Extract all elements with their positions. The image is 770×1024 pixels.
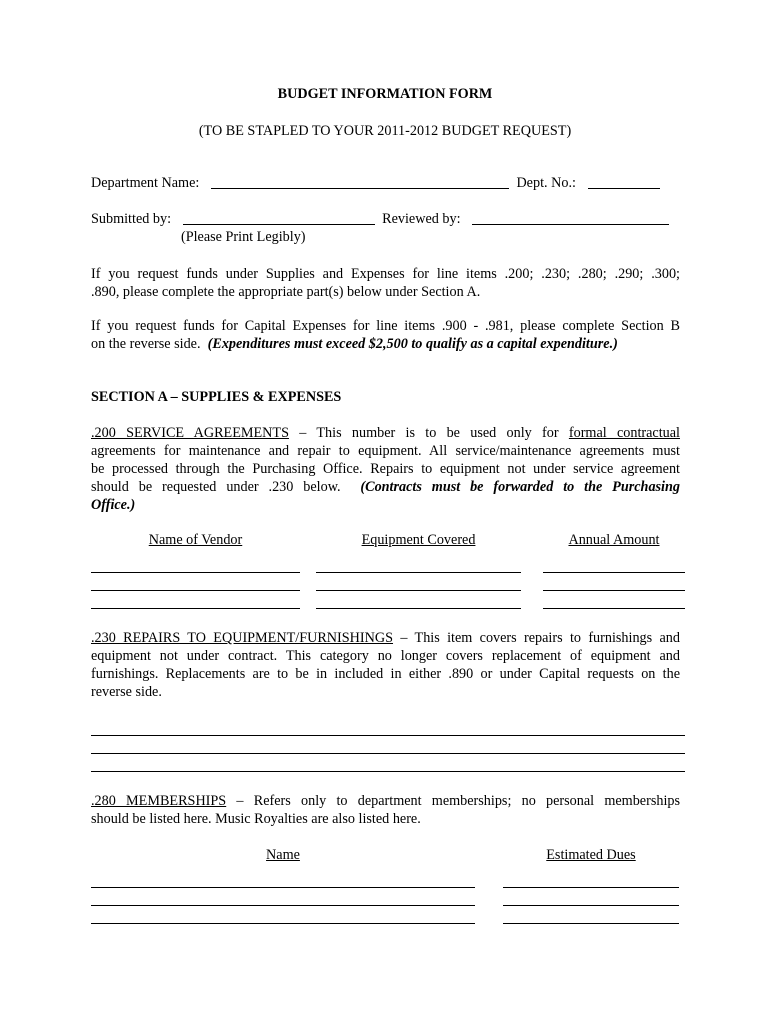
membership-dues-line-3[interactable] (503, 923, 679, 924)
intro-paragraph-capital (91, 317, 680, 353)
reviewed-by-label: Reviewed by: (382, 211, 461, 227)
capital-threshold-note: (Expenditures must exceed $2,500 to qualify as a capital expenditure.) (207, 336, 618, 352)
s200-line1-rest: – This number is to be used only for (288, 425, 569, 441)
dept-no-label: Dept. No.: (516, 175, 576, 191)
s230-line2: equipment not under contract. This category no longer covers replacement of equipment and (91, 648, 680, 664)
amount-line-3[interactable] (543, 608, 685, 609)
repairs-paragraph (91, 629, 680, 701)
s200-line4-plain: should be requested under .230 below. (91, 479, 341, 495)
equipment-line-1[interactable] (316, 572, 521, 573)
membership-name-line-1[interactable] (91, 887, 475, 888)
membership-name-line-3[interactable] (91, 923, 475, 924)
s230-line1 (91, 629, 680, 647)
intro-p2-line2 (91, 335, 680, 353)
col-name: Name (266, 847, 300, 863)
reviewed-by-field[interactable] (472, 210, 669, 225)
form-title: BUDGET INFORMATION FORM (277, 86, 493, 102)
equipment-line-3[interactable] (316, 608, 521, 609)
submitted-by-label: Submitted by: (91, 211, 172, 227)
submitted-row (91, 210, 669, 228)
s200-line4 (91, 478, 680, 496)
memberships-label: .280 MEMBERSHIPS (91, 793, 227, 809)
col-name-of-vendor: Name of Vendor (148, 532, 243, 548)
s230-line4: reverse side. (91, 684, 162, 700)
s230-line3: furnishings. Replacements are to be in included in either .890 or under Capital requests on the (91, 666, 680, 682)
formal-contractual-text: formal contractual (568, 425, 680, 441)
repairs-line-2[interactable] (91, 753, 685, 754)
s230-line1-rest: – This item covers repairs to furnishings and (393, 630, 680, 646)
s200-line3: be processed through the Purchasing Office. Repairs to equipment not under service agreement (91, 461, 680, 477)
department-name-field[interactable] (211, 174, 509, 189)
service-agreements-paragraph (91, 424, 680, 514)
print-note: (Please Print Legibly) (181, 229, 306, 245)
vendor-line-2[interactable] (91, 590, 300, 591)
membership-dues-line-2[interactable] (503, 905, 679, 906)
dept-no-field[interactable] (588, 174, 660, 189)
repairs-label: .230 REPAIRS TO EQUIPMENT/FURNISHINGS (91, 630, 394, 646)
s280-line1 (91, 792, 680, 810)
membership-name-line-2[interactable] (91, 905, 475, 906)
department-name-label: Department Name: (91, 175, 200, 191)
repairs-line-3[interactable] (91, 771, 685, 772)
equipment-line-2[interactable] (316, 590, 521, 591)
form-subtitle: (TO BE STAPLED TO YOUR 2011-2012 BUDGET REQUEST) (198, 123, 572, 139)
vendor-line-3[interactable] (91, 608, 300, 609)
submitted-by-field[interactable] (183, 210, 375, 225)
section-a-heading: SECTION A – SUPPLIES & EXPENSES (91, 389, 342, 405)
intro-p2-plain: on the reverse side. (91, 336, 201, 352)
intro-p2-line1: If you request funds for Capital Expenses for line items .900 - .981, please complete Section B (91, 318, 680, 334)
memberships-paragraph (91, 792, 680, 828)
membership-dues-line-1[interactable] (503, 887, 679, 888)
repairs-line-1[interactable] (91, 735, 685, 736)
s280-line1-rest: – Refers only to department memberships; no personal memberships (226, 793, 680, 809)
s200-line5-emph: Office.) (91, 497, 136, 513)
s280-line2: should be listed here. Music Royalties are also listed here. (91, 811, 421, 827)
s200-line4-emph: (Contracts must be forwarded to the Purchasing (360, 479, 680, 495)
intro-p1-line1: If you request funds under Supplies and Expenses for line items .200; .230; .280; .290; .300; (91, 266, 680, 282)
amount-line-2[interactable] (543, 590, 685, 591)
vendor-line-1[interactable] (91, 572, 300, 573)
s200-line1 (91, 424, 680, 442)
intro-p1-line2: .890, please complete the appropriate part(s) below under Section A. (91, 284, 481, 300)
s200-line2: agreements for maintenance and repair to equipment. All service/maintenance agreements must (91, 443, 680, 459)
col-estimated-dues: Estimated Dues (546, 847, 636, 863)
col-equipment-covered: Equipment Covered (361, 532, 476, 548)
department-row (91, 174, 660, 192)
intro-paragraph-supplies (91, 265, 680, 301)
service-agreements-label: .200 SERVICE AGREEMENTS (91, 425, 289, 441)
amount-line-1[interactable] (543, 572, 685, 573)
col-annual-amount: Annual Amount (568, 532, 660, 548)
